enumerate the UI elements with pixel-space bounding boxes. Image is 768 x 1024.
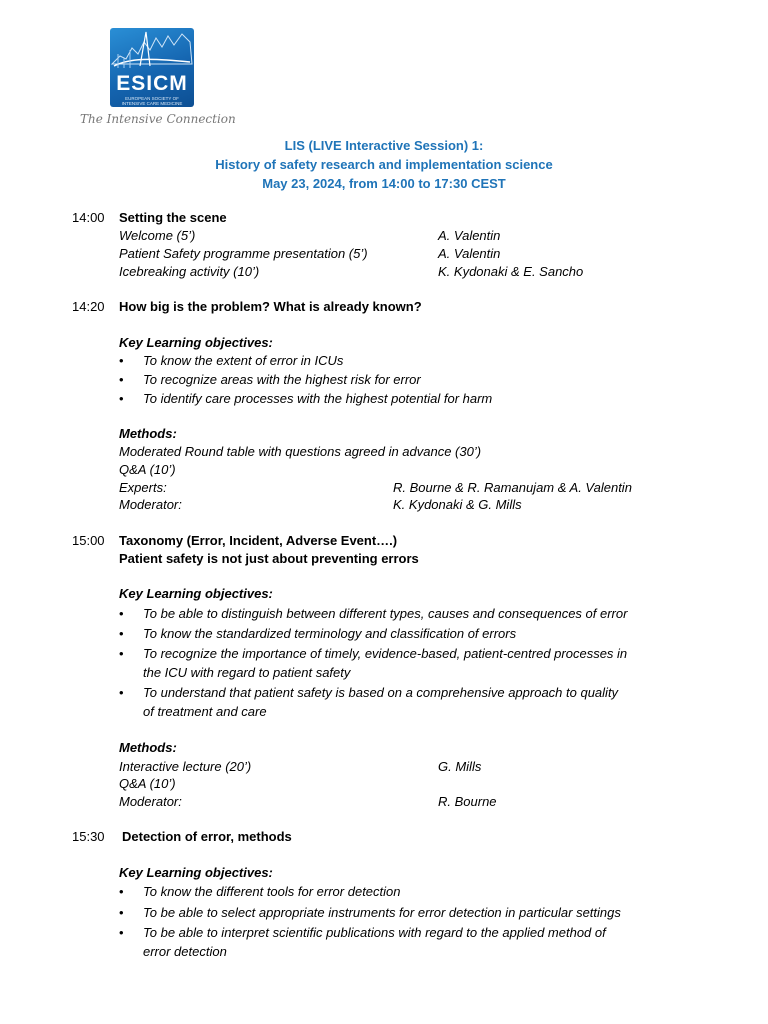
session-subtitle: History of safety research and implementation science xyxy=(215,157,553,172)
s2-method: Moderated Round table with questions agreed in advance (30’) xyxy=(119,444,482,459)
session-date: May 23, 2024, from 14:00 to 17:30 CEST xyxy=(262,176,506,191)
s3-moderator-label: Moderator: xyxy=(119,794,182,809)
s4-title: Detection of error, methods xyxy=(122,829,292,844)
s3-subtitle: Patient safety is not just about preventing errors xyxy=(119,551,419,566)
bullet: • xyxy=(119,626,124,641)
s1-item: Icebreaking activity (10’) xyxy=(119,264,260,279)
bullet: • xyxy=(119,646,124,661)
s3-objective-cont: the ICU with regard to patient safety xyxy=(143,665,351,680)
s4-objectives-label: Key Learning objectives: xyxy=(119,865,273,880)
esicm-logo xyxy=(110,28,194,107)
bullet: • xyxy=(119,372,124,387)
bullet: • xyxy=(119,925,124,940)
s4-objective: To be able to interpret scientific publications with regard to the applied method of xyxy=(143,925,606,940)
s3-objective: To be able to distinguish between different types, causes and consequences of error xyxy=(143,606,628,621)
s4-objective: To be able to select appropriate instruments for error detection in particular settings xyxy=(143,905,621,920)
s3-objective-cont: of treatment and care xyxy=(143,704,267,719)
s2-time: 14:20 xyxy=(72,299,105,314)
s2-objective: To identify care processes with the highest potential for harm xyxy=(143,391,493,406)
s3-objective: To understand that patient safety is based on a comprehensive approach to quality xyxy=(143,685,619,700)
bullet: • xyxy=(119,685,124,700)
bullet: • xyxy=(119,884,124,899)
s1-speaker: A. Valentin xyxy=(438,246,501,261)
s3-moderator: R. Bourne xyxy=(438,794,497,809)
s3-objectives-label: Key Learning objectives: xyxy=(119,586,273,601)
s3-time: 15:00 xyxy=(72,533,105,548)
session-title: LIS (LIVE Interactive Session) 1: xyxy=(284,138,484,153)
logo-wordmark: ESICM xyxy=(116,72,188,95)
s4-objective: To know the different tools for error detection xyxy=(143,884,401,899)
s1-item: Welcome (5’) xyxy=(119,228,196,243)
s3-objective: To know the standardized terminology and classification of errors xyxy=(143,626,517,641)
s1-time: 14:00 xyxy=(72,210,105,225)
s2-objective: To recognize areas with the highest risk for error xyxy=(143,372,421,387)
s2-objective: To know the extent of error in ICUs xyxy=(143,353,344,368)
s3-method: Q&A (10’) xyxy=(119,776,176,791)
logo-subtitle: EUROPEAN SOCIETY OF INTENSIVE CARE MEDICINE xyxy=(121,96,183,106)
bullet: • xyxy=(119,905,124,920)
s4-objective-cont: error detection xyxy=(143,944,227,959)
s2-title: How big is the problem? What is already known? xyxy=(119,299,422,314)
s4-time: 15:30 xyxy=(72,829,105,844)
s2-methods-label: Methods: xyxy=(119,426,177,441)
s2-experts: R. Bourne & R. Ramanujam & A. Valentin xyxy=(393,480,632,495)
s3-objective: To recognize the importance of timely, evidence-based, patient-centred processes in xyxy=(143,646,628,661)
s2-moderator: K. Kydonaki & G. Mills xyxy=(393,497,522,512)
s3-method-speaker: G. Mills xyxy=(438,759,482,774)
s2-moderator-label: Moderator: xyxy=(119,497,182,512)
s1-speaker: A. Valentin xyxy=(438,228,501,243)
s2-objectives-label: Key Learning objectives: xyxy=(119,335,273,350)
s1-item: Patient Safety programme presentation (5’) xyxy=(119,246,368,261)
s2-experts-label: Experts: xyxy=(119,480,167,495)
s3-title: Taxonomy (Error, Incident, Adverse Event….) xyxy=(119,533,398,548)
s2-method: Q&A (10’) xyxy=(119,462,176,477)
s1-speaker: K. Kydonaki & E. Sancho xyxy=(438,264,584,279)
s3-method: Interactive lecture (20’) xyxy=(119,759,252,774)
s3-methods-label: Methods: xyxy=(119,740,177,755)
logo-tagline: The Intensive Connection xyxy=(80,112,236,126)
bullet: • xyxy=(119,606,124,621)
bullet: • xyxy=(119,391,124,406)
s1-title: Setting the scene xyxy=(119,210,227,225)
bullet: • xyxy=(119,353,124,368)
